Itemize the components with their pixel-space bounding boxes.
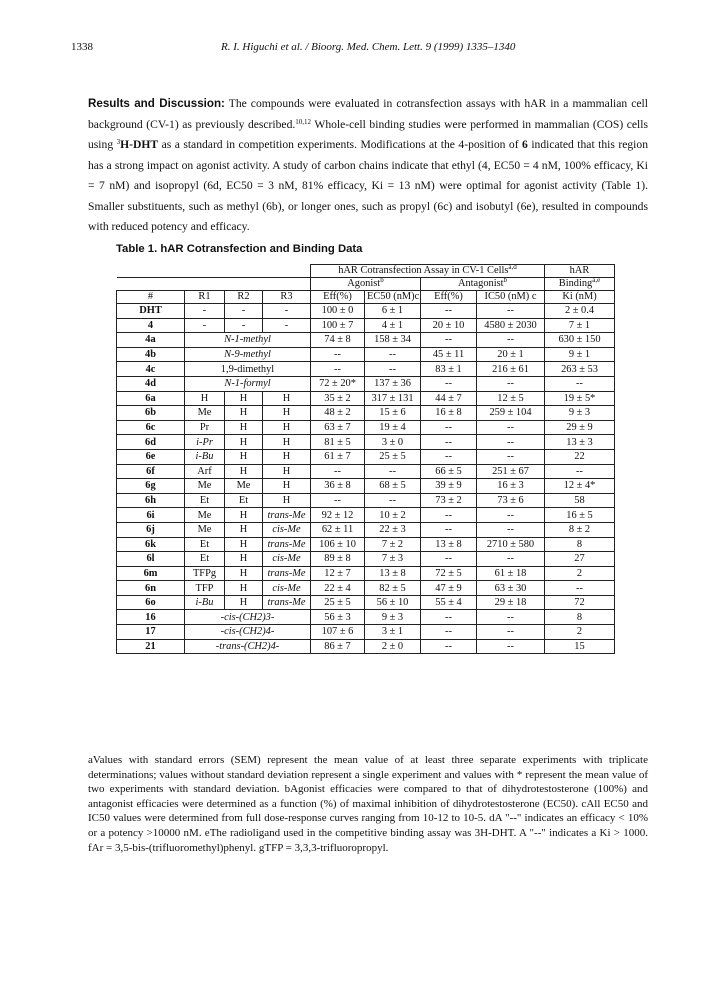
table-cell: --: [365, 464, 421, 479]
table-cell: 107 ± 6: [311, 625, 365, 640]
table-cell: i-Bu: [185, 449, 225, 464]
table-cell: 2 ± 0: [365, 639, 421, 654]
table-cell: --: [477, 610, 545, 625]
header-spacer: [117, 265, 311, 278]
column-header: R3: [263, 291, 311, 304]
table-cell: --: [421, 522, 477, 537]
table-cell: Et: [185, 552, 225, 567]
table-cell: N-1-formyl: [185, 376, 311, 391]
table-cell: H: [225, 464, 263, 479]
table-row: [117, 406, 615, 421]
table-cell: H: [263, 449, 311, 464]
table-cell: H: [225, 391, 263, 406]
table-cell: 2710 ± 580: [477, 537, 545, 552]
column-header: EC50 (nM)c: [365, 291, 421, 304]
table-cell: 8: [545, 610, 615, 625]
table-cell: 61 ± 18: [477, 566, 545, 581]
table-row: [117, 376, 615, 391]
table-cell: --: [421, 420, 477, 435]
table-cell: 20 ± 10: [421, 318, 477, 333]
table-cell: H: [263, 479, 311, 494]
table-row: [117, 508, 615, 523]
table-cell: H: [225, 522, 263, 537]
table-row: [117, 347, 615, 362]
table-cell: H: [225, 537, 263, 552]
table-cell: 29 ± 9: [545, 420, 615, 435]
sentence-3: indicated that this region has a strong impact on agonist activity. A study of carbon chains indicate that ethyl (4, EC50 = 4 nM, 100% efficacy, Ki = 7 nM) and isopropyl (6d, EC50 = 3 nM, 81% efficacy, Ki = 13 nM) were optimal for agonist activity (Table 1). Smaller substituents, such as methyl (6b), or longer ones, such as propyl (6c) and isobutyl (6e), resulted in compounds with reduced potency and efficacy.: [88, 138, 648, 233]
compound-id-cell: 6h: [117, 493, 185, 508]
table-cell: --: [311, 493, 365, 508]
table-cell: -cis-(CH2)3-: [185, 610, 311, 625]
table-cell: 20 ± 1: [477, 347, 545, 362]
table-cell: cis-Me: [263, 522, 311, 537]
table-cell: 9 ± 1: [545, 347, 615, 362]
compound-id-cell: 6i: [117, 508, 185, 523]
table-cell: H: [185, 391, 225, 406]
table-cell: --: [311, 347, 365, 362]
table-cell: 62 ± 11: [311, 522, 365, 537]
table-cell: H: [263, 406, 311, 421]
compound-id-cell: 6o: [117, 595, 185, 610]
table-cell: H: [263, 493, 311, 508]
table-cell: 3 ± 0: [365, 435, 421, 450]
table-cell: --: [477, 625, 545, 640]
page-number: 1338: [71, 41, 93, 53]
table-cell: --: [421, 333, 477, 348]
compound-id-cell: 21: [117, 639, 185, 654]
table-cell: 2: [545, 625, 615, 640]
table-cell: H: [225, 552, 263, 567]
table-cell: 22: [545, 449, 615, 464]
table-cell: --: [477, 639, 545, 654]
table-cell: 74 ± 8: [311, 333, 365, 348]
column-header: Eff(%): [421, 291, 477, 304]
table-cell: 56 ± 3: [311, 610, 365, 625]
table-cell: 2: [545, 566, 615, 581]
table-cell: 48 ± 2: [311, 406, 365, 421]
sentence-2b: as a standard in competition experiments. Modifications at the 4-position of: [158, 138, 523, 151]
table-cell: -: [185, 318, 225, 333]
cotransfection-header-sup: a,d: [508, 264, 517, 271]
table-cell: H: [263, 420, 311, 435]
table-row: [117, 493, 615, 508]
agonist-header: [311, 278, 421, 291]
table-cell: --: [477, 304, 545, 319]
table-cell: 16 ± 3: [477, 479, 545, 494]
table-cell: trans-Me: [263, 566, 311, 581]
compound-ref: 6: [522, 138, 528, 151]
binding-header-2: [545, 278, 615, 291]
table-cell: Et: [225, 493, 263, 508]
table-row: [117, 304, 615, 319]
compound-id-cell: 6b: [117, 406, 185, 421]
table-cell: 7 ± 2: [365, 537, 421, 552]
running-title: R. I. Higuchi et al. / Bioorg. Med. Chem. Lett. 9 (1999) 1335–1340: [221, 41, 516, 53]
table-cell: --: [477, 420, 545, 435]
table-cell: 15: [545, 639, 615, 654]
table-row: [117, 566, 615, 581]
compound-id-cell: 6c: [117, 420, 185, 435]
radioligand-name: H-DHT: [120, 138, 159, 151]
table-cell: --: [365, 347, 421, 362]
compound-id-cell: 6f: [117, 464, 185, 479]
table-cell: --: [477, 376, 545, 391]
table-cell: 3 ± 1: [365, 625, 421, 640]
table-cell: -: [263, 318, 311, 333]
table-cell: --: [421, 435, 477, 450]
table-cell: 13 ± 8: [421, 537, 477, 552]
table-cell: --: [477, 552, 545, 567]
table-cell: -: [185, 304, 225, 319]
table-cell: H: [225, 435, 263, 450]
table-row: [117, 595, 615, 610]
table-cell: 56 ± 10: [365, 595, 421, 610]
compound-id-cell: DHT: [117, 304, 185, 319]
table-row: [117, 464, 615, 479]
table-cell: 86 ± 7: [311, 639, 365, 654]
table-cell: 19 ± 4: [365, 420, 421, 435]
table-cell: 630 ± 150: [545, 333, 615, 348]
table-cell: i-Pr: [185, 435, 225, 450]
table-cell: 137 ± 36: [365, 376, 421, 391]
table-cell: --: [421, 449, 477, 464]
table-row: [117, 435, 615, 450]
cotransfection-header-label: hAR Cotransfection Assay in CV-1 Cells: [338, 265, 509, 276]
table-cell: 8 ± 2: [545, 522, 615, 537]
compound-id-cell: 4a: [117, 333, 185, 348]
table-cell: -cis-(CH2)4-: [185, 625, 311, 640]
table-cell: H: [225, 581, 263, 596]
table-cell: --: [545, 464, 615, 479]
table-cell: --: [421, 552, 477, 567]
table-cell: 89 ± 8: [311, 552, 365, 567]
table-header-row: [117, 278, 615, 291]
table-row: [117, 537, 615, 552]
sentence-2a: Whole-cell binding studies were performed in mammalian (COS) cells using: [88, 117, 648, 151]
column-header: Eff(%): [311, 291, 365, 304]
table-cell: --: [311, 464, 365, 479]
table-cell: Me: [185, 508, 225, 523]
table-cell: 27: [545, 552, 615, 567]
table-cell: 73 ± 6: [477, 493, 545, 508]
table-cell: -: [263, 304, 311, 319]
compound-id-cell: 6k: [117, 537, 185, 552]
table-cell: 12 ± 5: [477, 391, 545, 406]
table-cell: 251 ± 67: [477, 464, 545, 479]
table-cell: H: [263, 464, 311, 479]
table-cell: 61 ± 7: [311, 449, 365, 464]
compound-id-cell: 16: [117, 610, 185, 625]
table-cell: 259 ± 104: [477, 406, 545, 421]
agonist-header-sup: b: [380, 277, 384, 284]
table-row: [117, 333, 615, 348]
table-cell: cis-Me: [263, 552, 311, 567]
table-row: [117, 625, 615, 640]
header-spacer: [117, 278, 311, 291]
table-cell: 72: [545, 595, 615, 610]
table-cell: 29 ± 18: [477, 595, 545, 610]
table-cell: Me: [185, 479, 225, 494]
table-cell: --: [365, 362, 421, 377]
table-cell: 25 ± 5: [311, 595, 365, 610]
table-cell: 16 ± 8: [421, 406, 477, 421]
table-cell: N-9-methyl: [185, 347, 311, 362]
table-cell: i-Bu: [185, 595, 225, 610]
table-row: [117, 522, 615, 537]
table-cell: 4580 ± 2030: [477, 318, 545, 333]
table-cell: 22 ± 3: [365, 522, 421, 537]
table-cell: H: [225, 449, 263, 464]
table-cell: 13 ± 8: [365, 566, 421, 581]
table-cell: 55 ± 4: [421, 595, 477, 610]
table-cell: 317 ± 131: [365, 391, 421, 406]
compound-id-cell: 6e: [117, 449, 185, 464]
table-cell: 92 ± 12: [311, 508, 365, 523]
table-cell: 19 ± 5*: [545, 391, 615, 406]
agonist-header-label: Agonist: [347, 278, 381, 289]
reference-marker: 10,12: [295, 117, 312, 126]
table-cell: trans-Me: [263, 537, 311, 552]
table-cell: 72 ± 5: [421, 566, 477, 581]
table-cell: 13 ± 3: [545, 435, 615, 450]
table-cell: 82 ± 5: [365, 581, 421, 596]
compound-id-cell: 4: [117, 318, 185, 333]
table-cell: 216 ± 61: [477, 362, 545, 377]
table-cell: 83 ± 1: [421, 362, 477, 377]
results-paragraph: [88, 94, 648, 238]
table-row: [117, 581, 615, 596]
column-header-row: [117, 291, 615, 304]
table-cell: --: [421, 639, 477, 654]
table-cell: --: [477, 449, 545, 464]
table-cell: 68 ± 5: [365, 479, 421, 494]
table-cell: 15 ± 6: [365, 406, 421, 421]
table-cell: 66 ± 5: [421, 464, 477, 479]
table-cell: 63 ± 30: [477, 581, 545, 596]
table-cell: --: [421, 508, 477, 523]
table-cell: --: [421, 304, 477, 319]
table-row: [117, 479, 615, 494]
table-cell: --: [477, 508, 545, 523]
table-cell: --: [421, 610, 477, 625]
page-header: [71, 41, 651, 57]
table-row: [117, 420, 615, 435]
table-cell: 9 ± 3: [545, 406, 615, 421]
table-cell: Arf: [185, 464, 225, 479]
table-cell: H: [263, 391, 311, 406]
table-cell: --: [311, 362, 365, 377]
table-cell: --: [365, 493, 421, 508]
compound-id-cell: 17: [117, 625, 185, 640]
table-cell: 12 ± 4*: [545, 479, 615, 494]
table-cell: 16 ± 5: [545, 508, 615, 523]
table-row: [117, 362, 615, 377]
table-row: [117, 449, 615, 464]
table-cell: H: [263, 435, 311, 450]
table-header-row: [117, 265, 615, 278]
table-cell: 36 ± 8: [311, 479, 365, 494]
table-cell: 72 ± 20*: [311, 376, 365, 391]
column-header: R1: [185, 291, 225, 304]
table-cell: 73 ± 2: [421, 493, 477, 508]
table-cell: H: [225, 566, 263, 581]
table-cell: 1,9-dimethyl: [185, 362, 311, 377]
table-cell: 39 ± 9: [421, 479, 477, 494]
table-cell: Me: [185, 406, 225, 421]
table-cell: Et: [185, 493, 225, 508]
table-cell: 35 ± 2: [311, 391, 365, 406]
table-cell: 100 ± 7: [311, 318, 365, 333]
compound-id-cell: 6d: [117, 435, 185, 450]
isotope-superscript: 3: [116, 138, 121, 146]
binding-header: hAR: [545, 265, 615, 278]
sentence-1: The compounds were evaluated in cotransfection assays with hAR in a mammalian cell background (CV-1) as previously described.: [88, 97, 648, 131]
table-row: [117, 391, 615, 406]
table-cell: --: [421, 625, 477, 640]
table-cell: cis-Me: [263, 581, 311, 596]
cotransfection-header: [311, 265, 545, 278]
table-cell: --: [545, 581, 615, 596]
antagonist-header-label: Antagonist: [457, 278, 504, 289]
compound-id-cell: 6j: [117, 522, 185, 537]
data-table: [116, 264, 615, 654]
compound-id-cell: 6m: [117, 566, 185, 581]
binding-header-label: Binding: [558, 278, 593, 289]
table-cell: 58: [545, 493, 615, 508]
table-cell: 2 ± 0.4: [545, 304, 615, 319]
table-cell: trans-Me: [263, 595, 311, 610]
column-header: Ki (nM): [545, 291, 615, 304]
column-header: IC50 (nM) c: [477, 291, 545, 304]
table-row: [117, 318, 615, 333]
table-cell: --: [477, 522, 545, 537]
table-cell: 7 ± 1: [545, 318, 615, 333]
table-cell: 106 ± 10: [311, 537, 365, 552]
table-cell: 63 ± 7: [311, 420, 365, 435]
column-header: R2: [225, 291, 263, 304]
table-cell: H: [225, 595, 263, 610]
table-cell: 6 ± 1: [365, 304, 421, 319]
table-cell: 25 ± 5: [365, 449, 421, 464]
table-cell: -trans-(CH2)4-: [185, 639, 311, 654]
compound-id-cell: 6g: [117, 479, 185, 494]
antagonist-header: [421, 278, 545, 291]
table-cell: 158 ± 34: [365, 333, 421, 348]
compound-id-cell: 6l: [117, 552, 185, 567]
table-cell: -: [225, 318, 263, 333]
table-cell: --: [477, 333, 545, 348]
table-cell: -: [225, 304, 263, 319]
compound-id-cell: 6n: [117, 581, 185, 596]
table-cell: 44 ± 7: [421, 391, 477, 406]
table-cell: 7 ± 3: [365, 552, 421, 567]
table-cell: --: [545, 376, 615, 391]
table-cell: 10 ± 2: [365, 508, 421, 523]
antagonist-header-sup: b: [503, 277, 508, 284]
table-cell: N-1-methyl: [185, 333, 311, 348]
table-cell: Pr: [185, 420, 225, 435]
compound-id-cell: 4d: [117, 376, 185, 391]
table-cell: TFPg: [185, 566, 225, 581]
table-cell: 100 ± 0: [311, 304, 365, 319]
table-cell: 45 ± 11: [421, 347, 477, 362]
compound-id-cell: 4b: [117, 347, 185, 362]
table-cell: H: [225, 420, 263, 435]
table-row: [117, 639, 615, 654]
table-cell: Et: [185, 537, 225, 552]
table-cell: 22 ± 4: [311, 581, 365, 596]
table-cell: --: [421, 376, 477, 391]
compound-id-cell: 6a: [117, 391, 185, 406]
compound-id-cell: 4c: [117, 362, 185, 377]
table-cell: trans-Me: [263, 508, 311, 523]
section-heading: Results and Discussion:: [88, 97, 225, 110]
table-caption: Table 1. hAR Cotransfection and Binding Data: [116, 243, 363, 255]
table-cell: Me: [185, 522, 225, 537]
table-cell: H: [225, 508, 263, 523]
table-cell: TFP: [185, 581, 225, 596]
table-cell: 81 ± 5: [311, 435, 365, 450]
table-cell: 8: [545, 537, 615, 552]
table-cell: 47 ± 9: [421, 581, 477, 596]
table-cell: H: [225, 406, 263, 421]
table-cell: --: [477, 435, 545, 450]
table-cell: 263 ± 53: [545, 362, 615, 377]
table-row: [117, 552, 615, 567]
table-cell: 12 ± 7: [311, 566, 365, 581]
table-cell: 4 ± 1: [365, 318, 421, 333]
table-cell: 9 ± 3: [365, 610, 421, 625]
table-row: [117, 610, 615, 625]
column-header: #: [117, 291, 185, 304]
table-cell: Me: [225, 479, 263, 494]
table-footnotes: aValues with standard errors (SEM) represent the mean value of at least three separate experiments with triplicate determinations; values without standard deviation represent a single experiment and values with * represent the mean value of two experiments with standard deviation. bAgonist efficacies were compared to that of dihydrotestosterone (100%) and antagonist efficacies were determined as a function (%) of maximal inhibition of dihydrotestosterone (EC50). cAll EC50 and IC50 values were determined from full dose-response curves ranging from 10-12 to 10-5. dA "--" indicates an efficacy < 10% or a potency >10000 nM. eThe radioligand used in the competitive binding assay was 3H-DHT. A "--" indicates a Ki > 1000. fAr = 3,5-bis-(trifluoromethyl)phenyl. gTFP = 3,3,3-trifluoropropyl.: [88, 754, 648, 854]
binding-header-sup: a,e: [592, 277, 601, 284]
